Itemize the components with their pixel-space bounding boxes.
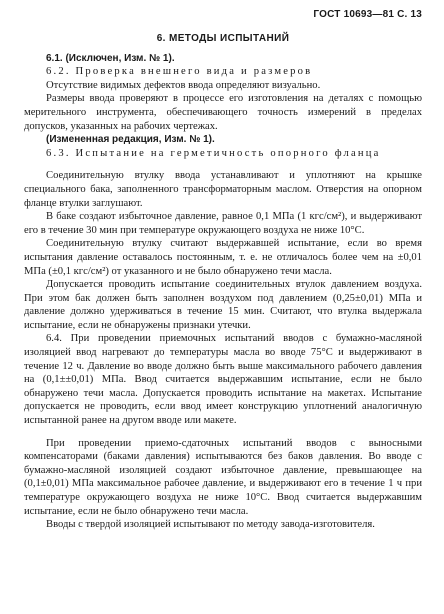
paragraph: Допускается проводить испытание соединительных втулок давлением воздуха. При этом бак должен быть заполнен воздухом под давлением (0,25±0,01) МПа и давление должно удерживаться в течение 15 мин. Считают, что втулка выдержала испытание, если не обнаружены признаки утечки. (24, 279, 422, 331)
paragraph: Размеры ввода проверяют в процессе его изготовления на деталях с помощью мерительного инструмента, обеспечивающего точность измерений в пределах допусков, указанных на рабочих чертежах. (24, 93, 422, 132)
paragraph: При проведении приемо-сдаточных испытаний вводов с выносными компенсаторами (баками давления) испытываются без баков давления. Во вводе с бумажно-масляной изоляцией создают избыточное давление, превышающее на (0,1±0,01) МПа максимальное рабочее давление, и выдерживают его в течение 1 ч при температуре окружающего воздуха не ниже 10°С. Ввод считается выдержавшим испытание, если не было обнаружено течи масла. (24, 437, 422, 517)
paragraph: Вводы с твердой изоляцией испытывают по методу завода-изготовителя. (46, 519, 375, 531)
running-head: ГОСТ 10693—81 С. 13 (313, 9, 422, 20)
paragraph: В баке создают избыточное давление, равное 0,1 МПа (1 кгс/см²), и выдерживают его в течение 30 мин при температуре окружающего воздуха не ниже 10°С. (24, 211, 422, 236)
paragraph: Соединительную втулку ввода устанавливают и уплотняют на крышке специального бака, заполненного трансформаторным маслом. Отверстия на опорном фланце втулки заглушают. (24, 170, 422, 209)
amendment-note: (Измененная редакция, Изм. № 1). (46, 134, 215, 146)
spacer (24, 428, 422, 437)
paragraph: Соединительную втулку считают выдержавшей испытание, если во время испытания давление оставалось постоянным, т. е. не отличалось более чем на ±0,01 МПа (±0,1 кгс/см²) от указанного и не было обнаружено течи масла. (24, 238, 422, 277)
section-title: 6. МЕТОДЫ ИСПЫТАНИЙ (156, 33, 290, 44)
clause-6-1: 6.1. (Исключен, Изм. № 1). (46, 52, 175, 64)
paragraph: Отсутствие видимых дефектов ввода определяют визуально. (46, 79, 321, 91)
spacer (24, 160, 422, 169)
clause-6-3-heading: 6.3. Испытание на герметичность опорного фланца (46, 147, 381, 159)
clause-6-2-heading: 6.2. Проверка внешнего вида и размеров (46, 66, 313, 78)
clause-6-4: 6.4. При проведении приемочных испытаний вводов с бумажно-масляной изоляцией ввод нагревают до температуры масла во вводе 75°С и выдерживают в течение 12 ч. Давление во вводе должно быть выше максимального рабочего давления на (0,1±±0,01) МПа. Ввод считается выдержавшим испытание, если не было обнаружено течи масла. Допускается проводить испытание на макетах. Испытание допускается не проводить, если ввод имеет конструкцию уплотнений аналогичную испытанной ранее на другом вводе или макете. (24, 333, 422, 427)
